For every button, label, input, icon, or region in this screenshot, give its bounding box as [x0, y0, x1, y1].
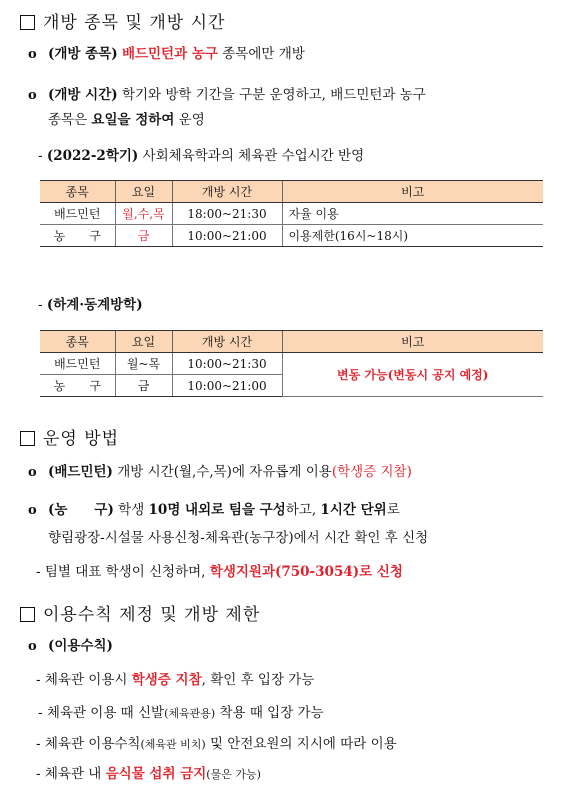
vacation-subheading: - (하계·동계방학) — [38, 297, 143, 313]
vacation-note: 변동 가능(변동시 공지 예정) — [282, 353, 543, 397]
section-title-operation: 운영 방법 — [20, 424, 119, 449]
rule-item: - 체육관 이용수칙(체육관 비치) 및 안전요원의 지시에 따라 이용 — [36, 736, 397, 752]
section-title-rules: 이용수칙 제정 및 개방 제한 — [20, 600, 260, 625]
rules-paragraph: o (이용수칙) — [28, 636, 113, 657]
circle-bullet-icon: o — [28, 465, 37, 480]
circle-bullet-icon: o — [28, 47, 37, 62]
circle-bullet-icon: o — [28, 639, 37, 654]
opening-sports-paragraph: o (개방 종목) 배드민턴과 농구 종목에만 개방 — [28, 44, 305, 65]
table-row: 농 구 금 10:00~21:00 — [40, 375, 543, 397]
table-row: 배드민턴 월,수,목 18:00~21:30 자율 이용 — [40, 203, 543, 225]
table-header-row: 종목 요일 개방 시간 비고 — [40, 181, 543, 203]
semester-subheading: - (2022-2학기) 사회체육학과의 체육관 수업시간 반영 — [38, 148, 365, 164]
rule-item: - 체육관 내 음식물 섭취 금지(물은 가능) — [36, 766, 261, 782]
square-bullet-icon — [20, 607, 35, 622]
basketball-operation-paragraph: o (농 구) 학생 10명 내외로 팀을 구성하고, 1시간 단위로 향림광장-시설물 사용신청-체육관(농구장)에서 시간 확인 후 신청 — [28, 502, 429, 546]
rule-item: - 체육관 이용 때 신발(체육관용) 착용 때 입장 가능 — [38, 705, 324, 721]
semester-schedule-table — [40, 180, 543, 247]
vacation-schedule-table — [40, 330, 543, 397]
square-bullet-icon — [20, 15, 35, 30]
circle-bullet-icon: o — [28, 503, 37, 518]
table-header-row: 종목 요일 개방 시간 비고 — [40, 331, 543, 353]
table-row: 농 구 금 10:00~21:00 이용제한(16시~18시) — [40, 225, 543, 247]
table-row: 배드민턴 월~목 10:00~21:30 변동 가능(변동시 공지 예정) — [40, 353, 543, 375]
opening-time-paragraph: o (개방 시간) 학기와 방학 기간을 구분 운영하고, 배드민턴과 농구 종목은 요일을 정하여 운영 — [28, 87, 426, 128]
section-title-opening: 개방 종목 및 개방 시간 — [20, 8, 225, 33]
badminton-operation-paragraph: o (배드민턴) 개방 시간(월,수,목)에 자유롭게 이용(학생증 지참) — [28, 462, 412, 483]
square-bullet-icon — [20, 431, 35, 446]
team-application-note: - 팀별 대표 학생이 신청하며, 학생지원과(750-3054)로 신청 — [36, 564, 403, 580]
circle-bullet-icon: o — [28, 88, 37, 103]
rule-item: - 체육관 이용시 학생증 지참, 확인 후 입장 가능 — [36, 672, 315, 688]
